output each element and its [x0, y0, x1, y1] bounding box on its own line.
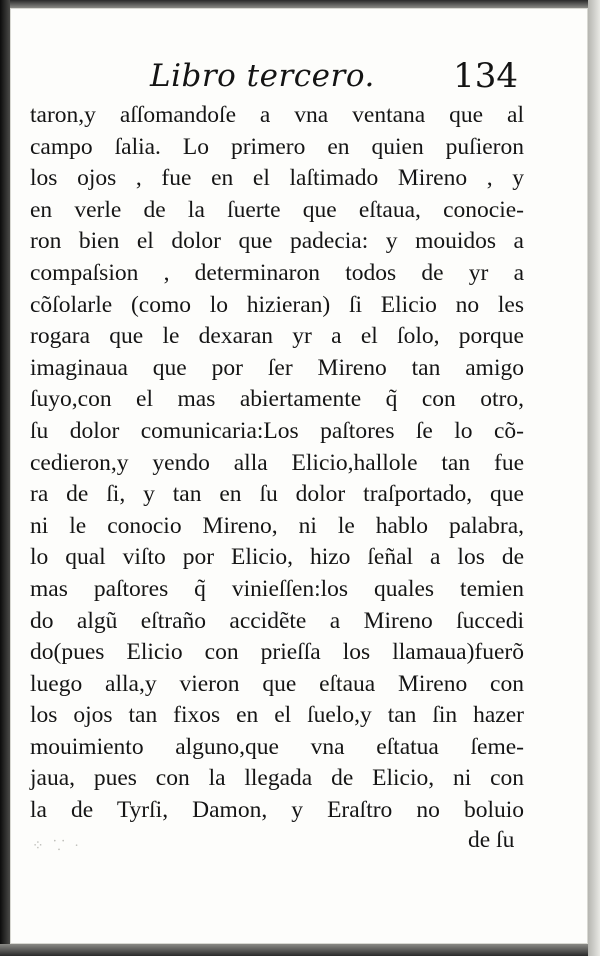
- text-line: compaſsion , determinaron todos de yr a: [30, 259, 524, 286]
- text-line: los ojos tan fixos en el ſuelo,y tan ſin hazer: [30, 702, 524, 729]
- text-line: en verle de la ſuerte que eſtaua, conocie-: [30, 196, 524, 223]
- text-line: do algũ eſtraño accidẽte a Mireno ſuccedi: [30, 607, 524, 634]
- text-line: do(pues Elicio con prieſſa los llamaua)fuerõ: [30, 639, 524, 666]
- text-line: ſu dolor comunicaria:Los paſtores ſe lo cõ-: [30, 417, 524, 444]
- page-header: [150, 52, 530, 102]
- text-line: los ojos , fue en el laſtimado Mireno , y: [30, 165, 524, 192]
- text-line: cõſolarle (como lo hizieran) ſi Elicio no les: [30, 291, 524, 318]
- text-line: luego alla,y vieron que eſtaua Mireno con: [30, 670, 524, 697]
- catchword: de ſu: [468, 827, 515, 853]
- text-line: taron,y aſſomandoſe a vna ventana que al: [30, 102, 524, 128]
- text-line: cedieron,y yendo alla Elicio,hallole tan fue: [30, 449, 524, 476]
- text-line: jaua, pues con la llegada de Elicio, ni con: [30, 765, 524, 792]
- scan-edge-right: [588, 0, 600, 956]
- text-line: la de Tyrſi, Damon, y Eraſtro no boluio: [30, 797, 524, 824]
- scan-edge-left: [0, 0, 10, 956]
- page-number: 134: [453, 56, 518, 96]
- text-line: mouimiento alguno,que vna eſtatua ſeme-: [30, 733, 524, 760]
- scan-edge-bottom: [0, 944, 600, 956]
- text-line: imaginaua que por ſer Mireno tan amigo: [30, 354, 524, 381]
- text-line: ſuyo,con el mas abiertamente q̃ con otro,: [30, 386, 524, 413]
- running-title: Libro tercero.: [150, 58, 375, 94]
- text-line: ron bien el dolor que padecia: y mouidos a: [30, 228, 524, 255]
- text-line: ni le conocio Mireno, ni le hablo palabra,: [30, 512, 524, 539]
- body-text: [30, 100, 524, 827]
- text-line: campo ſalia. Lo primero en quien puſieron: [30, 133, 524, 160]
- text-line: ra de ſi, y tan en ſu dolor traſportado, que: [30, 481, 524, 508]
- scan-edge-top: [0, 0, 600, 8]
- text-line: lo qual viſto por Elicio, hizo ſeñal a los de: [30, 544, 524, 571]
- text-line: rogara que le dexaran yr a el ſolo, porque: [30, 323, 524, 350]
- ink-smudge: ⁘ ⸪ ·: [32, 839, 82, 854]
- text-line: mas paſtores q̃ vinieſſen:los quales temien: [30, 575, 524, 602]
